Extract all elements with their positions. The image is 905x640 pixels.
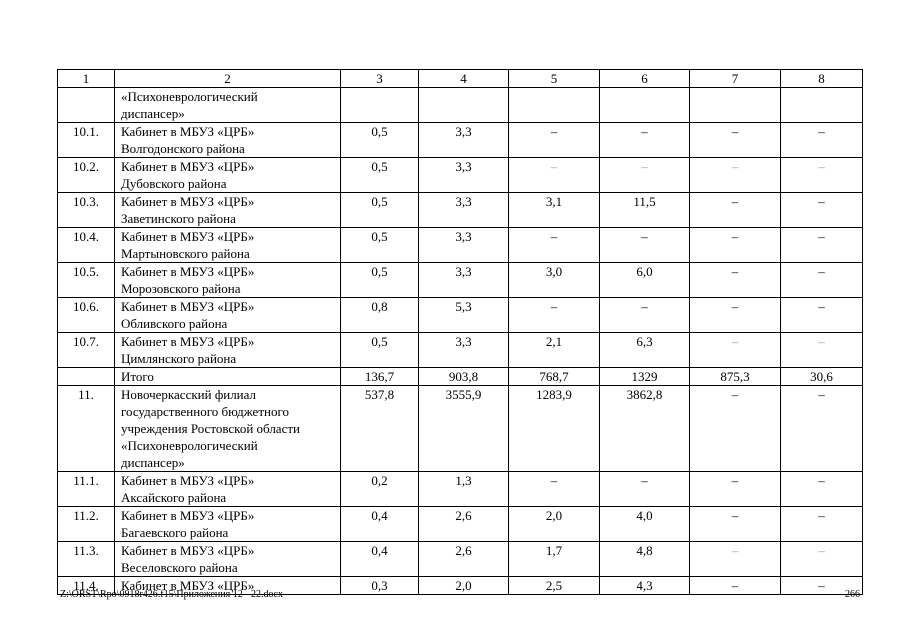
col3-cell: 0,8	[341, 298, 419, 333]
col3-cell: 0,5	[341, 158, 419, 193]
footer-page-number: 266	[845, 589, 860, 600]
institution-name-cell: Кабинет в МБУЗ «ЦРБ» Заветинского района	[115, 193, 341, 228]
col4-cell	[419, 88, 509, 123]
row-number-cell: 10.6.	[58, 298, 115, 333]
institution-name-cell: Кабинет в МБУЗ «ЦРБ» Морозовского района	[115, 263, 341, 298]
col4-cell: 2,0	[419, 577, 509, 595]
col3-cell: 0,5	[341, 333, 419, 368]
col7-cell: –	[690, 386, 781, 472]
col4-cell: 2,6	[419, 542, 509, 577]
col3-cell: 136,7	[341, 368, 419, 386]
col7-cell: –	[690, 472, 781, 507]
institution-name-cell: Кабинет в МБУЗ «ЦРБ» Багаевского района	[115, 507, 341, 542]
institution-name-cell: «Психоневрологический диспансер»	[115, 88, 341, 123]
col6-cell: –	[600, 472, 690, 507]
col8-cell: –	[781, 298, 863, 333]
col3-cell: 0,4	[341, 507, 419, 542]
col7-cell	[690, 88, 781, 123]
table-row	[58, 507, 863, 542]
col4-cell: 903,8	[419, 368, 509, 386]
row-number-cell: 11.1.	[58, 472, 115, 507]
table-row	[58, 542, 863, 577]
col3-cell: 0,4	[341, 542, 419, 577]
col7-cell: –	[690, 263, 781, 298]
table-row	[58, 228, 863, 263]
row-number-cell	[58, 368, 115, 386]
institution-name-cell: Кабинет в МБУЗ «ЦРБ» Мартыновского района	[115, 228, 341, 263]
header-cell: 5	[509, 70, 600, 88]
row-number-cell: 11.2.	[58, 507, 115, 542]
col5-cell: –	[509, 298, 600, 333]
table-row	[58, 298, 863, 333]
col8-cell	[781, 88, 863, 123]
col7-cell: –	[690, 123, 781, 158]
col4-cell: 1,3	[419, 472, 509, 507]
col6-cell: 4,3	[600, 577, 690, 595]
institution-name-cell: Кабинет в МБУЗ «ЦРБ» Цимлянского района	[115, 333, 341, 368]
col5-cell: 2,5	[509, 577, 600, 595]
table-row	[58, 123, 863, 158]
col6-cell: 4,8	[600, 542, 690, 577]
header-cell: 2	[115, 70, 341, 88]
col4-cell: 3,3	[419, 158, 509, 193]
header-cell: 1	[58, 70, 115, 88]
table-row	[58, 333, 863, 368]
header-cell: 3	[341, 70, 419, 88]
col8-cell: –	[781, 577, 863, 595]
col3-cell	[341, 88, 419, 123]
col6-cell: 1329	[600, 368, 690, 386]
data-table	[57, 69, 863, 595]
row-number-cell: 11.	[58, 386, 115, 472]
institution-name-cell: Итого	[115, 368, 341, 386]
footer-file-path: Z:\ORST\Rpo\0918r426.f15\Приложения 12 - 22.docx	[60, 589, 283, 600]
row-number-cell: 10.2.	[58, 158, 115, 193]
col4-cell: 3,3	[419, 228, 509, 263]
col5-cell: 2,1	[509, 333, 600, 368]
row-number-cell	[58, 88, 115, 123]
institution-name-cell: Новочеркасский филиал государственного бюджетного учреждения Ростовской области «Психоневрологический диспансер»	[115, 386, 341, 472]
col4-cell: 3,3	[419, 333, 509, 368]
col8-cell: –	[781, 193, 863, 228]
institution-name-cell: Кабинет в МБУЗ «ЦРБ» Дубовского района	[115, 158, 341, 193]
col3-cell: 0,5	[341, 123, 419, 158]
col6-cell: –	[600, 158, 690, 193]
col7-cell: –	[690, 193, 781, 228]
col8-cell: –	[781, 333, 863, 368]
table-row	[58, 158, 863, 193]
col8-cell: –	[781, 158, 863, 193]
institution-name-cell: Кабинет в МБУЗ «ЦРБ» Веселовского района	[115, 542, 341, 577]
row-number-cell: 10.5.	[58, 263, 115, 298]
col7-cell: –	[690, 158, 781, 193]
col5-cell: 1,7	[509, 542, 600, 577]
header-cell: 4	[419, 70, 509, 88]
col5-cell: –	[509, 123, 600, 158]
table-row	[58, 193, 863, 228]
col4-cell: 2,6	[419, 507, 509, 542]
col5-cell: 1283,9	[509, 386, 600, 472]
col8-cell: –	[781, 228, 863, 263]
col3-cell: 0,3	[341, 577, 419, 595]
table-body	[58, 70, 863, 595]
col7-cell: –	[690, 228, 781, 263]
col7-cell: –	[690, 333, 781, 368]
col8-cell: –	[781, 472, 863, 507]
col6-cell: –	[600, 298, 690, 333]
table-row	[58, 368, 863, 386]
row-number-cell: 11.3.	[58, 542, 115, 577]
col8-cell: –	[781, 386, 863, 472]
col4-cell: 5,3	[419, 298, 509, 333]
col7-cell: –	[690, 542, 781, 577]
col3-cell: 0,2	[341, 472, 419, 507]
col5-cell: 3,0	[509, 263, 600, 298]
col3-cell: 537,8	[341, 386, 419, 472]
col8-cell: –	[781, 123, 863, 158]
table-row	[58, 386, 863, 472]
row-number-cell: 10.1.	[58, 123, 115, 158]
col4-cell: 3555,9	[419, 386, 509, 472]
col5-cell: –	[509, 228, 600, 263]
table-row	[58, 472, 863, 507]
col5-cell: –	[509, 158, 600, 193]
col8-cell: –	[781, 507, 863, 542]
col6-cell: 6,0	[600, 263, 690, 298]
col6-cell: 6,3	[600, 333, 690, 368]
institution-name-cell: Кабинет в МБУЗ «ЦРБ»	[115, 577, 341, 595]
col8-cell: –	[781, 542, 863, 577]
col5-cell: 2,0	[509, 507, 600, 542]
header-cell: 8	[781, 70, 863, 88]
col7-cell: –	[690, 577, 781, 595]
institution-name-cell: Кабинет в МБУЗ «ЦРБ» Волгодонского района	[115, 123, 341, 158]
col7-cell: –	[690, 298, 781, 333]
col7-cell: –	[690, 507, 781, 542]
col3-cell: 0,5	[341, 263, 419, 298]
col6-cell: 3862,8	[600, 386, 690, 472]
col7-cell: 875,3	[690, 368, 781, 386]
institution-name-cell: Кабинет в МБУЗ «ЦРБ» Обливского района	[115, 298, 341, 333]
col5-cell: 768,7	[509, 368, 600, 386]
institution-name-cell: Кабинет в МБУЗ «ЦРБ» Аксайского района	[115, 472, 341, 507]
col6-cell: 11,5	[600, 193, 690, 228]
table-row	[58, 88, 863, 123]
row-number-cell: 10.4.	[58, 228, 115, 263]
col8-cell: 30,6	[781, 368, 863, 386]
col4-cell: 3,3	[419, 263, 509, 298]
header-cell: 7	[690, 70, 781, 88]
col6-cell: 4,0	[600, 507, 690, 542]
row-number-cell: 11.4.	[58, 577, 115, 595]
col6-cell	[600, 88, 690, 123]
row-number-cell: 10.3.	[58, 193, 115, 228]
col4-cell: 3,3	[419, 193, 509, 228]
table-header-row	[58, 70, 863, 88]
header-cell: 6	[600, 70, 690, 88]
col5-cell: –	[509, 472, 600, 507]
col5-cell	[509, 88, 600, 123]
col4-cell: 3,3	[419, 123, 509, 158]
col6-cell: –	[600, 123, 690, 158]
row-number-cell: 10.7.	[58, 333, 115, 368]
col8-cell: –	[781, 263, 863, 298]
col6-cell: –	[600, 228, 690, 263]
col5-cell: 3,1	[509, 193, 600, 228]
col3-cell: 0,5	[341, 193, 419, 228]
table-row	[58, 263, 863, 298]
col3-cell: 0,5	[341, 228, 419, 263]
